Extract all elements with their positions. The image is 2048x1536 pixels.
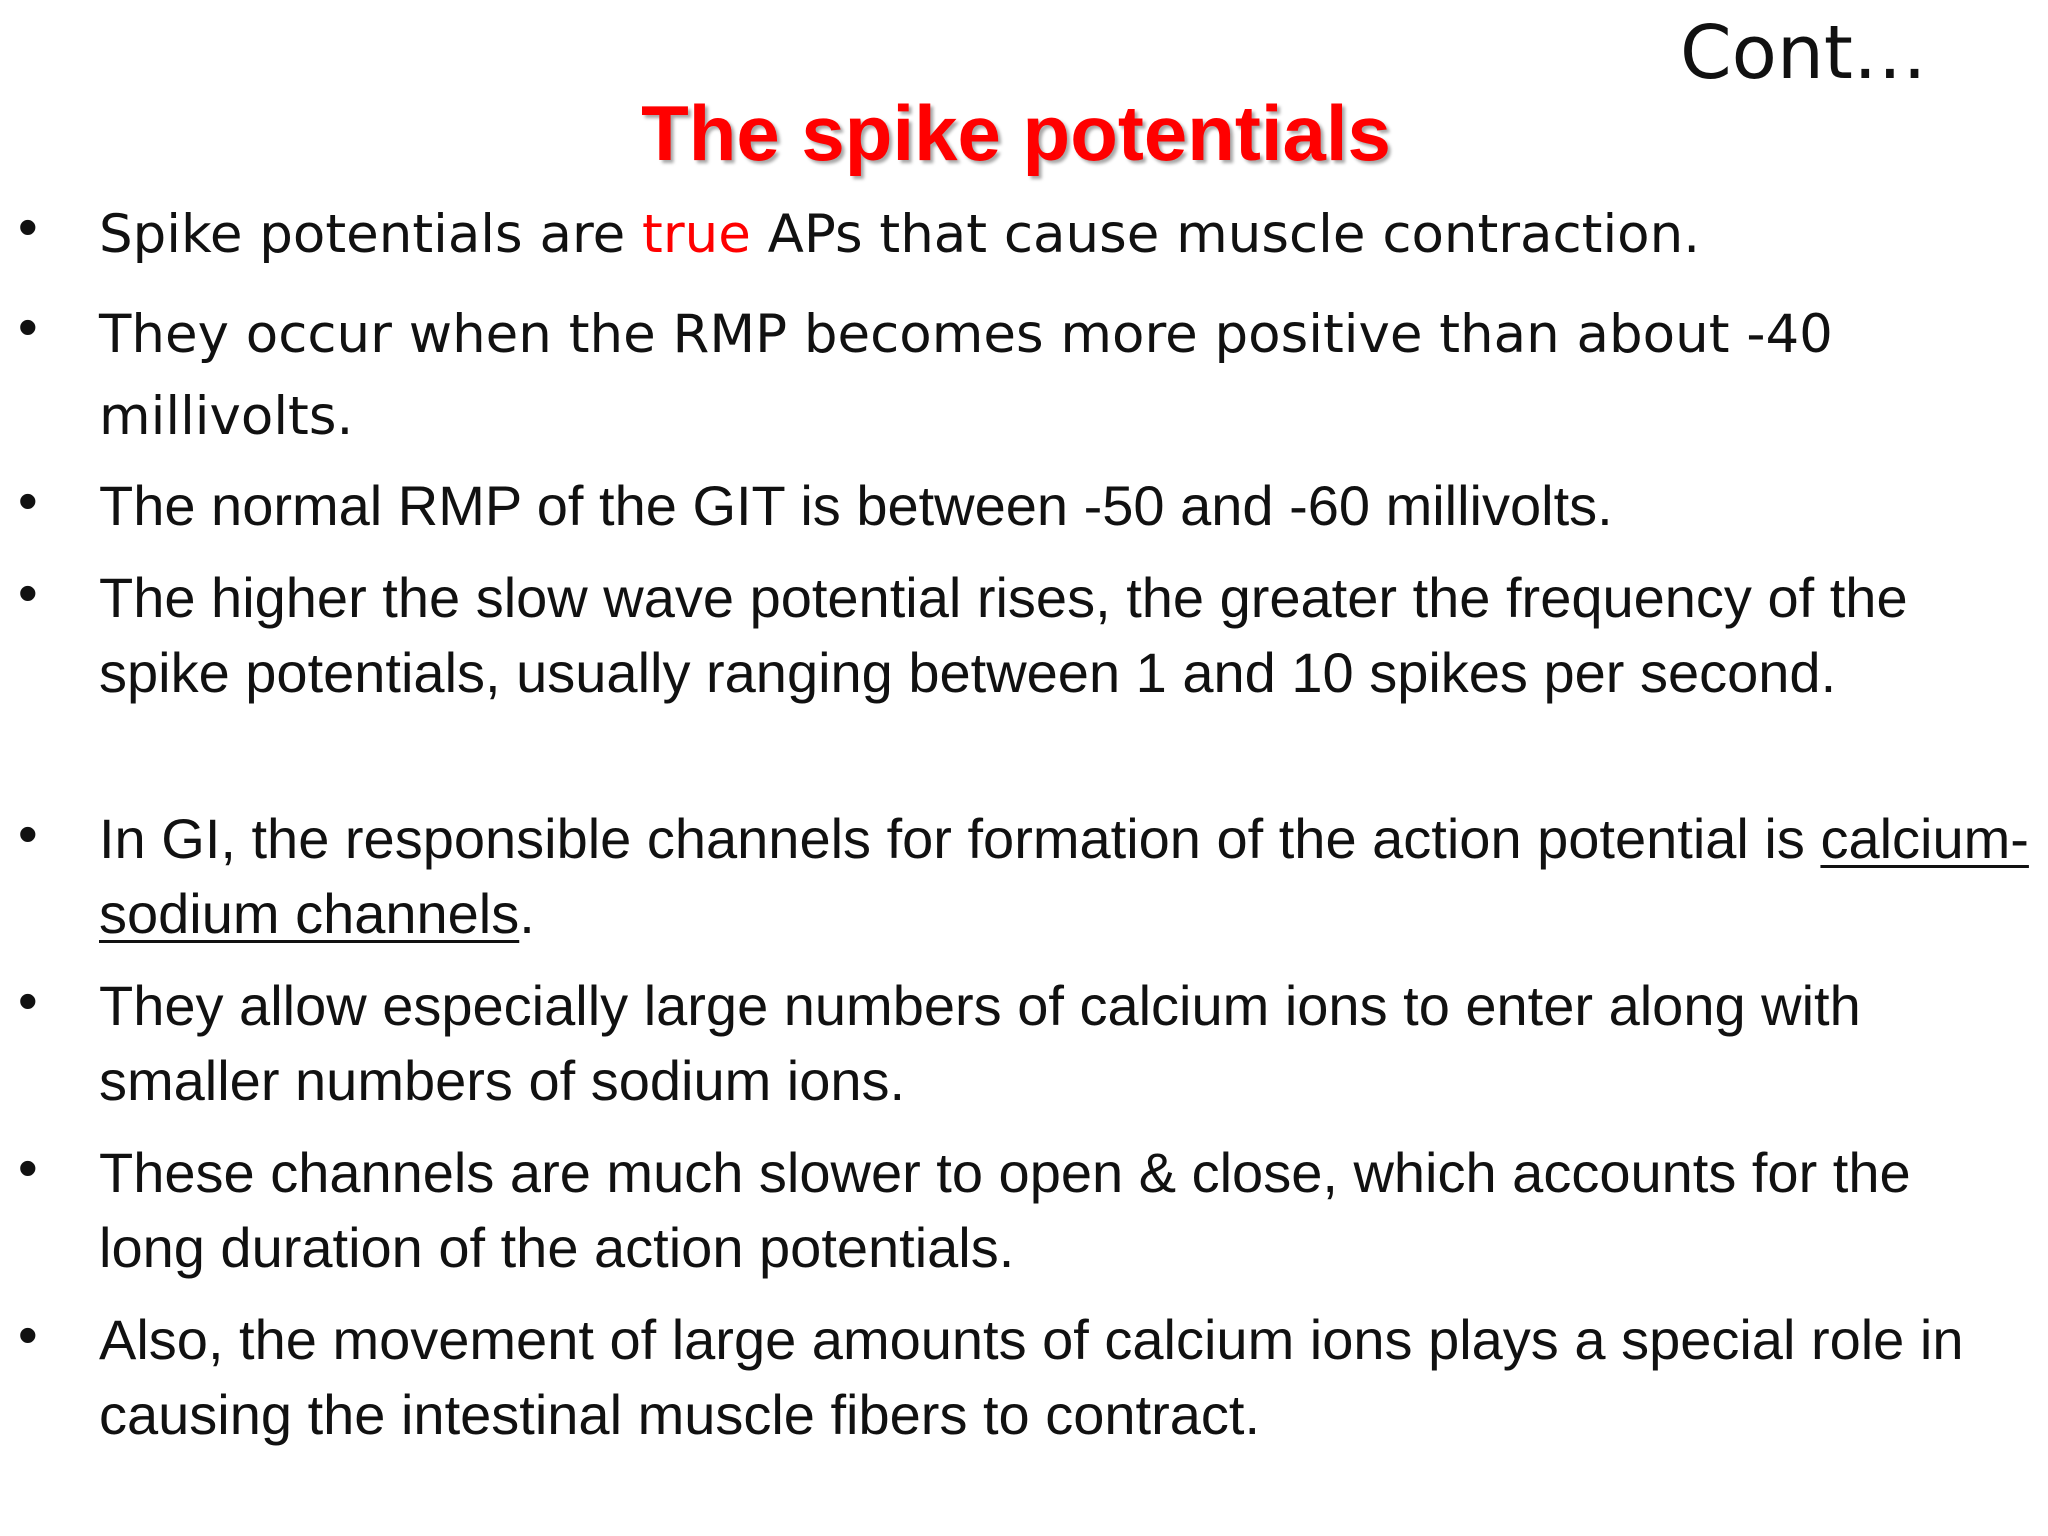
bullet-marker: • [18,969,38,1032]
underlined-term: calcium-sodium channels [99,807,2029,945]
slide-title: The spike potentials [641,89,1391,177]
bullet-text-before: In GI, the responsible channels for formation of the action potential is [99,807,1821,870]
highlight-word: true [642,204,751,265]
bullet-text: Also, the movement of large amounts of calcium ions plays a special role in causing the intestinal muscle fibers to contract. [99,1308,1964,1446]
bullet-marker: • [18,802,38,865]
bullet-marker: • [18,561,38,624]
bullet-marker: • [18,195,38,258]
bullet-marker: • [18,295,38,358]
bullet-text [99,801,2029,951]
continuation-label: Cont… [1680,10,1927,96]
bullet-text: They allow especially large numbers of calcium ions to enter along with smaller numbers of sodium ions. [99,974,1861,1112]
bullet-text-line: They occur when the RMP becomes more positive than about -40 millivolts. [99,304,1833,447]
bullet-marker: • [18,1303,38,1366]
bullet-text: These channels are much slower to open & close, which accounts for the long duration of the action potentials. [99,1141,1911,1279]
bullet-text-after: APs that cause muscle contraction. [750,204,1701,265]
bullet-text-after: . [519,882,535,945]
bullet-text: The normal RMP of the GIT is between -50 and -60 millivolts. [99,474,1613,537]
bullet-text: The higher the slow wave potential rises, the greater the frequency of the spike potentials, usually ranging between 1 and 10 spikes per second. [99,566,1908,704]
bullet-text-before: Spike potentials are [99,204,643,265]
bullet-text [99,194,2029,276]
bullet-marker: • [18,1136,38,1199]
bullet-marker: • [18,469,38,532]
bullet-text [99,294,2029,458]
